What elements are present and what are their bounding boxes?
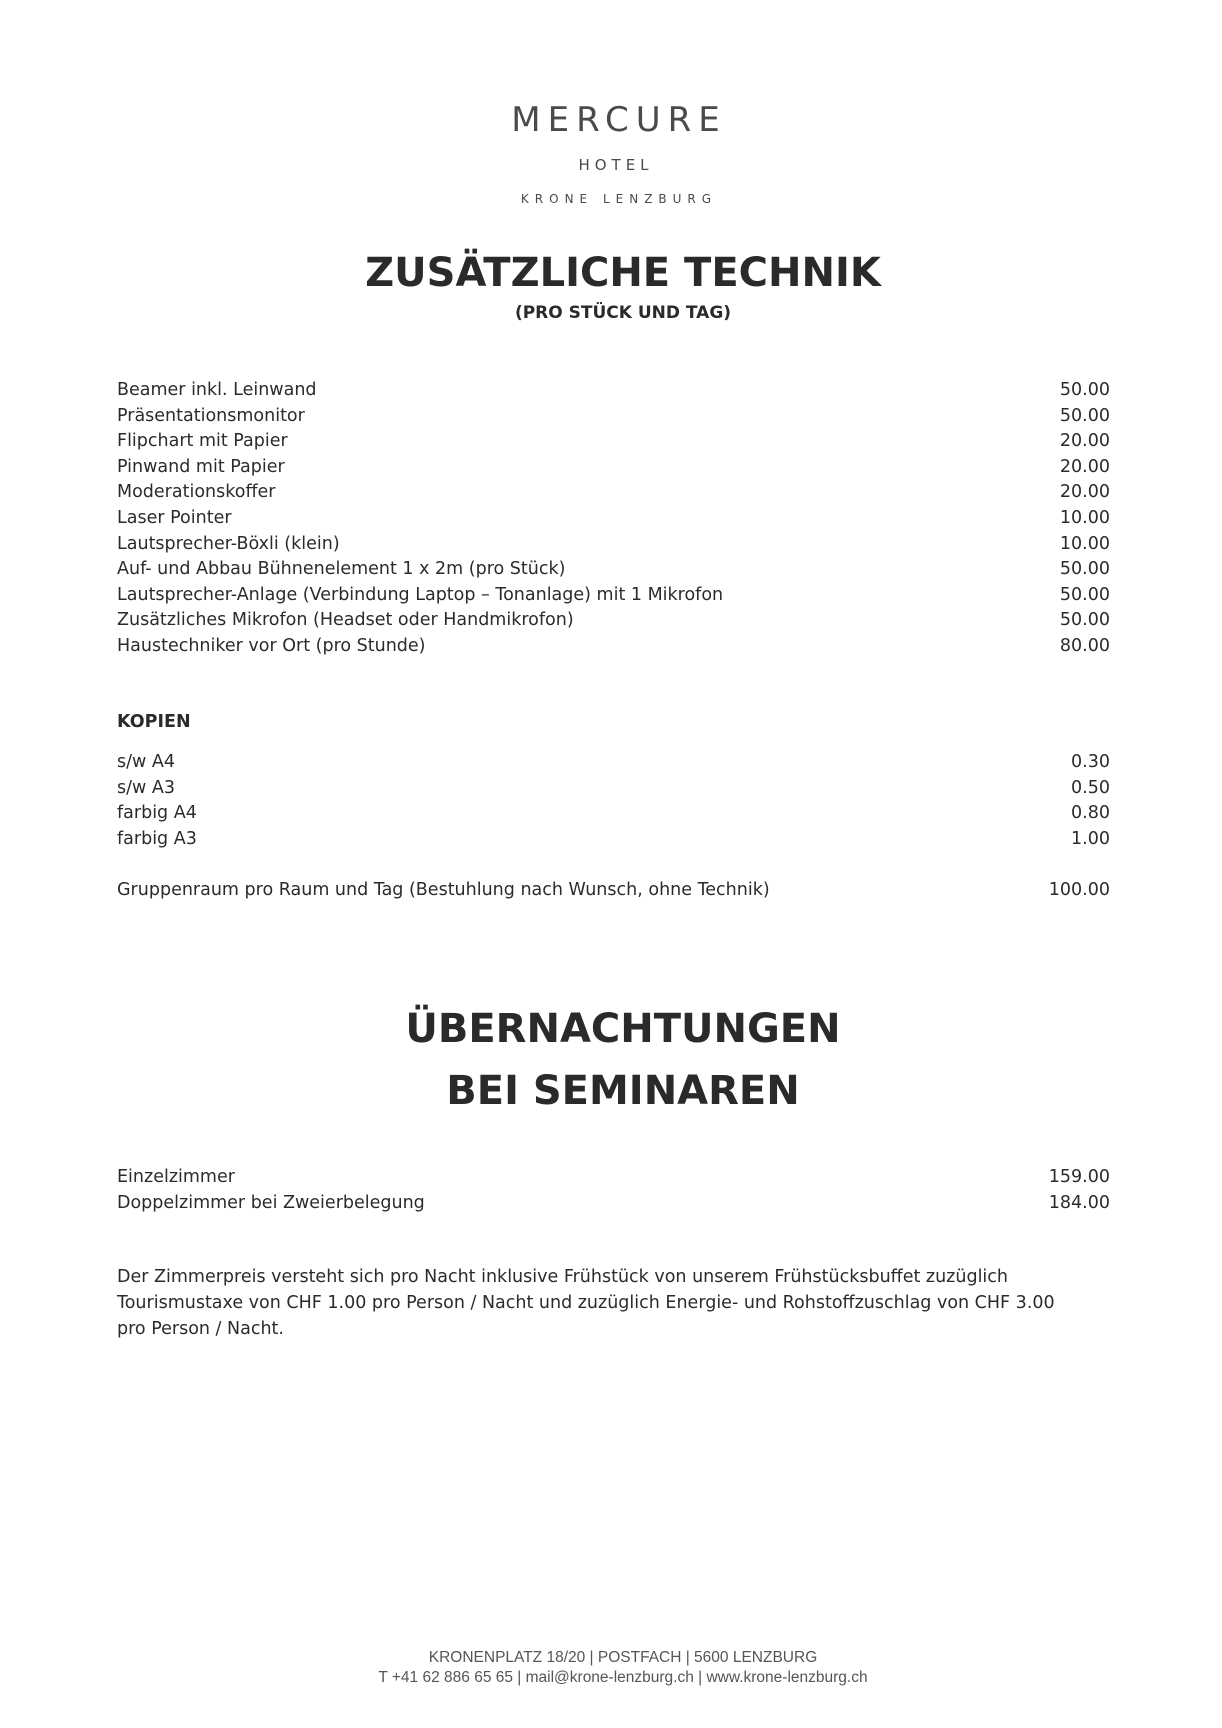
footer-contact: T +41 62 886 65 65 | mail@krone-lenzburg.ch | www.krone-lenzburg.ch bbox=[378, 1669, 868, 1686]
item-label: Pinwand mit Papier bbox=[117, 456, 285, 477]
price-row bbox=[117, 506, 1110, 532]
kopien-price-list bbox=[117, 750, 1110, 852]
item-price: 50.00 bbox=[1059, 610, 1110, 631]
item-label: s/w A3 bbox=[117, 777, 175, 798]
price-row bbox=[117, 750, 1110, 776]
item-price: 50.00 bbox=[1059, 559, 1110, 580]
item-label: Haustechniker vor Ort (pro Stunde) bbox=[117, 635, 426, 656]
price-row bbox=[117, 878, 1110, 904]
room-price-list bbox=[117, 1165, 1110, 1216]
price-row bbox=[117, 1165, 1110, 1191]
room-price-note: Der Zimmerpreis versteht sich pro Nacht inklusive Frühstück von unserem Frühstücksbuffet zuzüglich Tourismustaxe von CHF 1.00 pro Person / Nacht und zuzüglich Energie- und Rohstoffzuschlag von CHF 3.00 pro Person / Nacht. bbox=[117, 1267, 1055, 1339]
item-label: s/w A4 bbox=[117, 752, 175, 772]
item-price: 50.00 bbox=[1059, 380, 1110, 400]
item-price: 10.00 bbox=[1059, 533, 1110, 554]
price-row bbox=[117, 429, 1110, 455]
logo-brand: MERCURE bbox=[511, 100, 727, 140]
logo-subtitle: KRONE LENZBURG bbox=[520, 192, 718, 206]
item-label: Lautsprecher-Anlage (Verbindung Laptop – Tonanlage) mit 1 Mikrofon bbox=[117, 584, 724, 605]
price-row bbox=[117, 583, 1110, 609]
price-row bbox=[117, 827, 1110, 853]
technik-title: ZUSÄTZLICHE TECHNIK bbox=[365, 250, 881, 296]
item-price: 0.80 bbox=[1071, 803, 1110, 824]
item-price: 159.00 bbox=[1048, 1167, 1110, 1187]
footer bbox=[12, 1648, 1222, 1688]
uebernachtungen-title-line1: ÜBERNACHTUNGEN bbox=[405, 1006, 841, 1052]
item-price: 20.00 bbox=[1059, 431, 1110, 452]
price-row bbox=[117, 776, 1110, 802]
item-label: Präsentationsmonitor bbox=[117, 405, 305, 426]
hotel-logo bbox=[0, 100, 1222, 206]
item-label: Beamer inkl. Leinwand bbox=[117, 380, 317, 400]
item-price: 0.50 bbox=[1071, 777, 1110, 798]
price-row bbox=[117, 378, 1110, 404]
item-label: Laser Pointer bbox=[117, 507, 232, 528]
item-label: Moderationskoffer bbox=[117, 482, 276, 503]
item-price: 1.00 bbox=[1071, 828, 1110, 849]
item-label: Einzelzimmer bbox=[117, 1167, 235, 1187]
item-price: 80.00 bbox=[1059, 635, 1110, 656]
item-label: farbig A3 bbox=[117, 828, 197, 849]
item-label: Auf- und Abbau Bühnenelement 1 x 2m (pro Stück) bbox=[117, 559, 566, 580]
item-label: Lautsprecher-Böxli (klein) bbox=[117, 533, 340, 554]
price-row bbox=[117, 634, 1110, 660]
kopien-heading: KOPIEN bbox=[117, 712, 191, 732]
uebernachtungen-title bbox=[12, 998, 1222, 1122]
price-row bbox=[117, 801, 1110, 827]
item-price: 100.00 bbox=[1048, 880, 1110, 900]
footer-address: KRONENPLATZ 18/20 | POSTFACH | 5600 LENZBURG bbox=[428, 1649, 818, 1666]
price-row bbox=[117, 404, 1110, 430]
item-price: 20.00 bbox=[1059, 482, 1110, 503]
item-price: 0.30 bbox=[1071, 752, 1110, 772]
price-row bbox=[117, 455, 1110, 481]
item-label: farbig A4 bbox=[117, 803, 197, 824]
item-label: Doppelzimmer bei Zweierbelegung bbox=[117, 1192, 425, 1213]
item-price: 50.00 bbox=[1059, 584, 1110, 605]
item-price: 184.00 bbox=[1048, 1192, 1110, 1213]
uebernachtungen-title-line2: BEI SEMINAREN bbox=[446, 1068, 800, 1114]
technik-subtitle: (PRO STÜCK UND TAG) bbox=[514, 303, 732, 323]
logo-hotel: HOTEL bbox=[578, 156, 654, 174]
price-row bbox=[117, 532, 1110, 558]
item-price: 10.00 bbox=[1059, 507, 1110, 528]
item-label: Flipchart mit Papier bbox=[117, 431, 288, 452]
item-price: 50.00 bbox=[1059, 405, 1110, 426]
price-row bbox=[117, 557, 1110, 583]
price-row bbox=[117, 608, 1110, 634]
item-label: Zusätzliches Mikrofon (Headset oder Handmikrofon) bbox=[117, 610, 574, 631]
price-row bbox=[117, 1191, 1110, 1217]
item-label: Gruppenraum pro Raum und Tag (Bestuhlung nach Wunsch, ohne Technik) bbox=[117, 880, 770, 900]
technik-price-list bbox=[117, 378, 1110, 660]
item-price: 20.00 bbox=[1059, 456, 1110, 477]
price-row bbox=[117, 480, 1110, 506]
gruppenraum-row-wrap bbox=[117, 878, 1110, 904]
